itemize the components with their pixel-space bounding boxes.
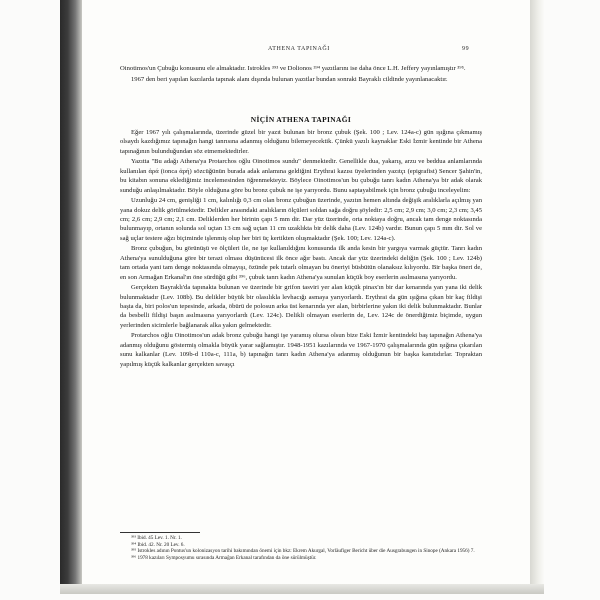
body-paragraph: Yazıtta "Bu adağı Athena'ya Protarchos oğlu Oinotimos sundu" denmektedir. Genellikle dua, yakarış, arzu ve beddua anlamlarında kullanılan ἀρά (ionca ἀρή) sözcüğünün burada adak anlamına geldiğini Erythrai kazısı üyelerinden yazıtçı (epigrafist) Sencer Şahin'in, bu kitabın sonuna eklediğimiz incelemesinden öğrenmekteyiz. Böylece Oinotimos'un bu çubuğu tanrı kadın Athena'ya bir adak olarak sunduğu anlaşılmaktadır. Böyle olduğuna göre bu bronz çubuk ne işe yarıyordu. Bunu saptayabilmek için bronz çubuğu inceleyelim:	[120, 158, 482, 194]
body-paragraph: Eğer 1967 yılı çalışmalarında, üzerinde güzel bir yazıt bulunan bir bronz çubuk (Şek. 100 ; Lev. 124a-c) gün ışığına çıkmamış olsaydı kazdığımız tapınağın hangi tanrısına adanmış olduğunu bilemeyecektik. Çünkü yazılı kaynaklar Eski İzmir kentinde bir Athena tapınağının bulunduğundan söz etmemektedirler.	[120, 129, 482, 155]
footnote: ³⁹⁵ Istrokles adının Pontus'un kolonizasyon tarihi bakımından önemi için bkz: Ekrem Akurgal, Vorläufiger Bericht über die Ausgrabungen in Sinope (Ankara 1956) 7.	[131, 548, 475, 555]
page-number: 99	[462, 46, 470, 52]
body-text	[120, 128, 482, 369]
body-paragraph: Bronz çubuğun, bu görünüşü ve ölçüleri ile, ne işe kullanıldığını konusunda ilk anda kesin bir yargıya varmak güçtür. Tanrı kadın Athena'ya sunulduğuna göre bir terazi olması düşünücesi ilk önce ağır bastı. Ancak dar yüz üzerindeki deliğin (Şek. 100 ; Lev. 124b) tam ortada yani tam denge noktasında olmayışı, özünde pek tutarlı olmayan bu öneriyi büsbütün olanaksız kılıyordu. Bir başka öneri de, en son Armağan Erkanal'ın öne sürdüğü gibi ³⁹⁶, çubuk tanrı kadın Athena'ya sunulan küçük boy eserlerin asılmasına yarıyordu.	[120, 245, 482, 281]
footnote-divider	[120, 532, 200, 533]
page-stack-edge	[530, 0, 544, 592]
footnote: ³⁹³ Ibid. 45 Lev. 1. Nr. 1.	[131, 535, 182, 541]
footnotes	[120, 535, 482, 561]
footnote: ³⁹⁴ Ibid. 42. Nr. 20 Lev. 6.	[131, 541, 185, 548]
page-bottom-shadow	[60, 584, 544, 594]
body-paragraph: Gerçekten Bayraklı'da tapınakta bulunan ve üzerinde bir grifon tasviri yer alan küçük pinax'ın bir dar kenarında yan yana iki delik bulunmaktadır (Lev. 108b). Bu delikler büyük bir olasılıkla levhacığı asmaya yarıyorlardı. Erythrai da gün ışığına çıkan bir kaç fildişi başta da, biri polos'un tepesinde, arkada, öbürü de polosun arka üst kenarında yer alan, birbirlerine yakın iki delik bulunmaktadır. Bunlar da besbelli fildişi başın asılmasına yarıyorlardı (Lev. 124c). Delikli olmayan eserlerin de, Lev. 124c de önerdiğimiz biçimde, uygun yerlerinden sicimlerle bağlanarak alka yakın gelmektedir.	[120, 284, 482, 329]
intro-paragraph: 1967 den beri yapılan kazılarda tapınak alanı dışında bulunan yazıtlar bundan sonraki Bayraklı cildinde yayınlanacaktır.	[131, 75, 448, 83]
section-title: NİÇİN ATHENA TAPINAĞI	[250, 115, 352, 124]
book-spine-edge	[60, 0, 82, 592]
intro-text	[120, 64, 482, 84]
section-heading-block	[120, 115, 482, 124]
body-paragraph: Protarchos oğlu Oinotimos'un adak bronz çubuğu hangi işe yaramış olursa olsun bize Eski İzmir kentindeki baş tapınağın Athena'ya adanmış olduğunu göstermiş olmakla büyük yarar sağlamıştır. 1948-1951 kazılarında ve 1967-1970 çalışmalarında gün ışığına çıkarılan sunu kalkanlar (Lev. 109b-d 110a-c, 111a, b) tapınağın tanrı kadın Athena'ya adanmış olduğunun bir başka kanıtıdırlar. Topraktan yapılmış küçük kalkanlar gerçekten savaşçı	[120, 332, 482, 368]
footnote: ³⁹⁶ 1978 kazıları Symposyumu sırasında Armağan Erkanal tarafından da öne sürülmüştür.	[131, 554, 317, 561]
body-paragraph: Uzunluğu 24 cm, genişliği 1 cm, kalınlığı 0,3 cm olan bronz çubuğun üzerinde, yazıtın hemen altında değişik aralıklarla açılmış yan yana dokuz delik görülmektedir. Delikler arasındaki aralıkların ölçüleri soldan sağa doğru şöyledir: 2,5 cm; 2,9 cm; 3,0 cm; 2,3 cm; 3,45 cm; 2,6 cm; 2,9 cm; 2,1 cm. Deliklerden her birinin çapı 5 mm dir. Dar yüz üzerinde, orta noktaya doğru, ancak tam denge noktasında bulunmayıp, ortanın solunda sol uçtan 13 cm sağ uçtan 11 cm uzaklıkta bir delik daha (Lev. 124b) vardır. Bunun çapı 5 mm dir. Sol ve sağ uçlar testere ağzı biçiminde işlenmiş olup her biri üç kertikten oluşmaktadır (Şek. 100; Lev. 124a-c).	[120, 197, 482, 242]
running-title: ATHENA TAPINAĞI	[268, 46, 330, 52]
intro-paragraph: Oinotimos'un Çubuğu konusunu ele almaktadır. Istrokles ³⁹³ ve Dolionos ³⁹⁴ yazıtlarını ise daha önce L.H. Jeffery yayınlamıştır ³⁹⁵.	[120, 65, 466, 72]
